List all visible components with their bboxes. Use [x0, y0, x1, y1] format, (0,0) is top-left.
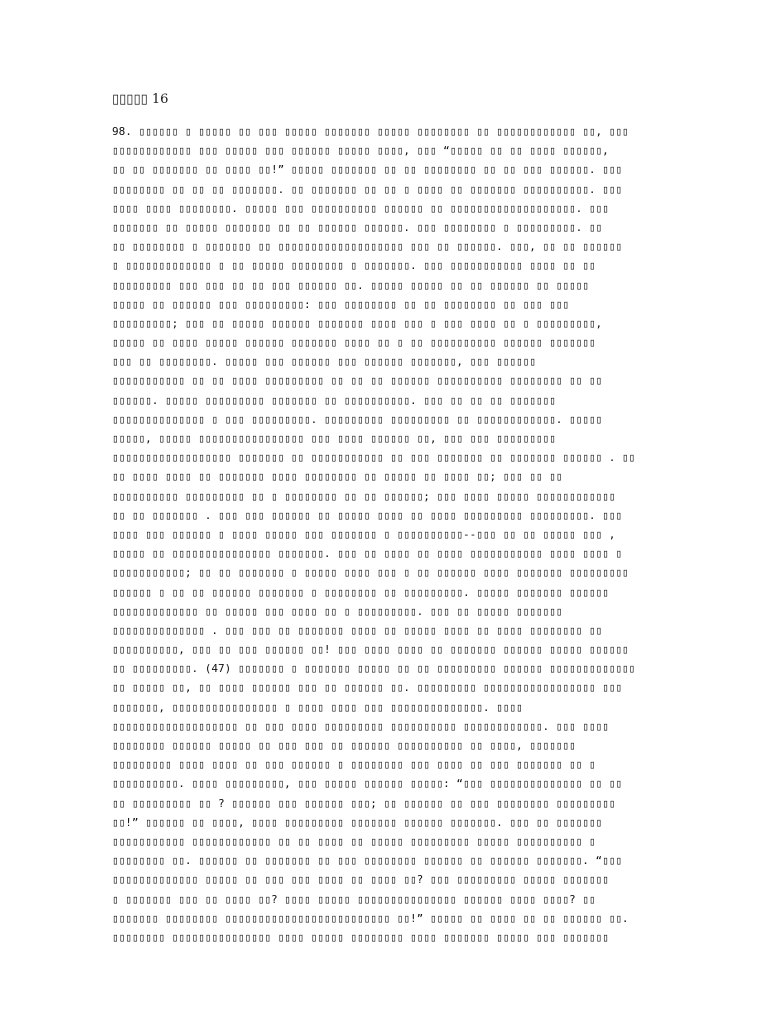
text-line: ▯▯▯▯▯▯▯▯▯▯, ▯▯▯ ▯▯ ▯▯▯ ▯▯▯▯▯▯ ▯▯! ▯▯▯ ▯▯▯▯ ▯▯▯▯ ▯▯ ▯▯▯▯▯▯▯ ▯▯▯▯▯▯ ▯▯▯▯▯ ▯▯▯▯▯▯ [112, 643, 629, 657]
text-line: ▯▯▯▯▯▯▯▯▯▯▯▯▯▯ . ▯▯▯ ▯▯▯ ▯▯ ▯▯▯▯▯▯▯ ▯▯▯▯ ▯▯ ▯▯▯▯▯ ▯▯▯▯ ▯▯ ▯▯▯▯ ▯▯▯▯▯▯▯▯ ▯▯ [112, 623, 603, 637]
text-line: ▯▯ ▯▯▯▯▯▯▯▯▯ ▯▯ ? ▯▯▯▯▯▯ ▯▯▯ ▯▯▯▯▯▯ ▯▯▯; ▯▯ ▯▯▯▯▯▯ ▯▯ ▯▯▯ ▯▯▯▯▯▯▯▯ ▯▯▯▯▯▯▯▯▯ [112, 796, 616, 810]
text-line: ▯▯ ▯▯▯▯ ▯▯▯▯ ▯▯ ▯▯▯▯▯▯▯ ▯▯▯▯ ▯▯▯▯▯▯▯▯ ▯▯ ▯▯▯▯▯ ▯▯ ▯▯▯▯ ▯▯; ▯▯▯ ▯▯ ▯▯ [112, 470, 563, 484]
text-line: ▯▯ ▯▯▯▯▯▯▯▯▯. (47) ▯▯▯▯▯▯▯ ▯ ▯▯▯▯▯▯▯ ▯▯▯▯▯ ▯▯ ▯▯ ▯▯▯▯▯▯▯▯▯ ▯▯▯▯▯▯ ▯▯▯▯▯▯▯▯▯▯▯▯▯ [112, 662, 636, 676]
text-line: 98. ▯▯▯▯▯▯ ▯ ▯▯▯▯▯ ▯▯ ▯▯▯ ▯▯▯▯▯ ▯▯▯▯▯▯▯ ▯▯▯▯▯ ▯▯▯▯▯▯▯▯ ▯▯ ▯▯▯▯▯▯▯▯▯▯▯▯ ▯▯, ▯▯▯ [112, 125, 629, 138]
text-line: ▯▯▯▯▯▯▯▯▯▯▯▯▯ ▯▯▯▯▯ ▯▯ ▯▯▯ ▯▯▯ ▯▯▯▯ ▯▯ ▯▯▯▯ ▯▯? ▯▯▯ ▯▯▯▯▯▯▯▯▯ ▯▯▯▯▯ ▯▯▯▯▯▯▯ [112, 873, 609, 887]
body-text [112, 122, 660, 947]
text-line: ▯▯▯▯▯▯▯▯▯▯▯▯▯ ▯▯ ▯▯▯▯▯ ▯▯▯ ▯▯▯▯ ▯▯ ▯ ▯▯▯▯▯▯▯▯▯. ▯▯▯ ▯▯ ▯▯▯▯▯ ▯▯▯▯▯▯▯ [112, 604, 563, 618]
text-line: ▯▯▯▯▯▯▯▯▯▯▯; ▯▯ ▯▯ ▯▯▯▯▯▯▯ ▯ ▯▯▯▯▯ ▯▯▯▯ ▯▯▯ ▯ ▯▯ ▯▯▯▯▯▯ ▯▯▯▯ ▯▯▯▯▯▯▯ ▯▯▯▯▯▯▯▯▯ [112, 566, 629, 580]
text-line: ▯▯▯▯▯, ▯▯▯▯▯ ▯▯▯▯▯▯▯▯▯▯▯▯▯▯▯▯ ▯▯▯ ▯▯▯▯ ▯▯▯▯▯▯ ▯▯, ▯▯▯ ▯▯▯ ▯▯▯▯▯▯▯▯▯ [112, 432, 556, 445]
text-line: ▯▯▯▯▯▯▯▯ ▯▯▯▯▯▯▯▯▯▯▯▯▯▯▯ ▯▯▯▯ ▯▯▯▯▯ ▯▯▯▯▯▯▯▯ ▯▯▯▯ ▯▯▯▯▯▯▯ ▯▯▯▯▯ ▯▯▯ ▯▯▯▯▯▯▯ [112, 930, 609, 944]
text-line: ▯▯▯▯▯▯▯▯▯▯ ▯▯▯▯▯▯▯▯▯ ▯▯ ▯ ▯▯▯▯▯▯▯▯ ▯▯ ▯▯ ▯▯▯▯▯▯; ▯▯▯ ▯▯▯▯ ▯▯▯▯▯ ▯▯▯▯▯▯▯▯▯▯▯▯ [112, 489, 616, 503]
text-line: ▯▯▯▯ ▯▯▯ ▯▯▯▯▯▯ ▯ ▯▯▯▯ ▯▯▯▯▯ ▯▯▯ ▯▯▯▯▯▯▯ ▯ ▯▯▯▯▯▯▯▯▯▯--▯▯▯ ▯▯ ▯▯ ▯▯▯▯▯ ▯▯▯ , [112, 527, 616, 541]
text-line: ▯▯▯▯▯▯▯▯▯; ▯▯▯ ▯▯ ▯▯▯▯▯ ▯▯▯▯▯▯ ▯▯▯▯▯▯▯ ▯▯▯▯ ▯▯▯ ▯ ▯▯▯ ▯▯▯▯ ▯▯ ▯ ▯▯▯▯▯▯▯▯▯, [112, 316, 603, 330]
text-line: ▯▯▯▯▯▯▯▯▯▯. ▯▯▯▯ ▯▯▯▯▯▯▯▯▯, ▯▯▯ ▯▯▯▯▯ ▯▯▯▯▯▯ ▯▯▯▯▯: “▯▯▯ ▯▯▯▯▯▯▯▯▯▯▯▯▯▯ ▯▯ ▯▯ [112, 777, 622, 791]
text-line: ▯▯▯▯▯▯▯▯▯ ▯▯▯ ▯▯▯ ▯▯ ▯▯ ▯▯▯ ▯▯▯▯▯▯ ▯▯. ▯▯▯▯▯ ▯▯▯▯▯ ▯▯ ▯▯ ▯▯▯▯▯▯ ▯▯ ▯▯▯▯▯ [112, 278, 589, 292]
text-line: ▯▯▯▯▯▯▯▯▯▯▯ ▯▯▯▯▯▯▯▯▯▯▯▯ ▯▯ ▯▯ ▯▯▯▯ ▯▯ ▯▯▯▯▯ ▯▯▯▯▯▯▯▯▯ ▯▯▯▯▯ ▯▯▯▯▯▯▯▯▯▯ ▯ [112, 834, 596, 848]
text-line: ▯▯▯▯▯▯▯▯▯▯▯▯▯▯▯▯▯▯ ▯▯▯▯▯▯▯ ▯▯ ▯▯▯▯▯▯▯▯▯▯▯ ▯▯ ▯▯▯ ▯▯▯▯▯▯▯ ▯▯ ▯▯▯▯▯▯▯ ▯▯▯▯▯▯ . ▯▯ [112, 451, 636, 465]
page-header: ▯▯▯▯▯ 16 [112, 92, 169, 107]
text-line: ▯▯▯▯▯▯ ▯ ▯▯ ▯▯ ▯▯▯▯▯▯ ▯▯▯▯▯▯▯ ▯ ▯▯▯▯▯▯▯▯ ▯▯ ▯▯▯▯▯▯▯▯▯. ▯▯▯▯▯ ▯▯▯▯▯▯▯ ▯▯▯▯▯▯ [112, 585, 609, 599]
text-line: ▯▯▯▯ ▯▯▯▯ ▯▯▯▯▯▯▯▯. ▯▯▯▯▯ ▯▯▯ ▯▯▯▯▯▯▯▯▯▯ ▯▯▯▯▯▯ ▯▯ ▯▯▯▯▯▯▯▯▯▯▯▯▯▯▯▯▯▯▯. ▯▯▯ [112, 201, 609, 215]
text-line: ▯▯▯▯▯▯▯, ▯▯▯▯▯▯▯▯▯▯▯▯▯▯▯▯ ▯ ▯▯▯▯ ▯▯▯▯ ▯▯▯ ▯▯▯▯▯▯▯▯▯▯▯▯▯▯. ▯▯▯▯ [112, 700, 523, 714]
text-line: ▯▯▯▯▯ ▯▯ ▯▯▯▯▯▯ ▯▯▯ ▯▯▯▯▯▯▯▯▯: ▯▯▯ ▯▯▯▯▯▯▯▯ ▯▯ ▯▯ ▯▯▯▯▯▯▯▯ ▯▯ ▯▯▯ ▯▯▯ [112, 297, 569, 311]
text-line: ▯ ▯▯▯▯▯▯▯ ▯▯▯ ▯▯ ▯▯▯▯ ▯▯? ▯▯▯▯ ▯▯▯▯▯ ▯▯▯▯▯▯▯▯▯▯▯▯▯▯▯ ▯▯▯▯▯▯ ▯▯▯▯ ▯▯▯▯? ▯▯ [112, 892, 596, 906]
text-line: ▯▯ ▯▯▯▯▯▯▯▯ ▯ ▯▯▯▯▯▯▯ ▯▯ ▯▯▯▯▯▯▯▯▯▯▯▯▯▯▯▯▯▯▯ ▯▯▯ ▯▯ ▯▯▯▯▯▯. ▯▯▯, ▯▯ ▯▯ ▯▯▯▯▯▯ [112, 240, 622, 254]
text-line: ▯▯▯▯▯▯▯▯▯▯▯▯▯▯ ▯ ▯▯▯ ▯▯▯▯▯▯▯▯▯. ▯▯▯▯▯▯▯▯▯ ▯▯▯▯▯▯▯▯▯ ▯▯ ▯▯▯▯▯▯▯▯▯▯▯▯. ▯▯▯▯▯ [112, 412, 603, 426]
text-line: ▯▯!” ▯▯▯▯▯▯ ▯▯ ▯▯▯▯, ▯▯▯▯ ▯▯▯▯▯▯▯▯▯ ▯▯▯▯▯▯▯ ▯▯▯▯▯▯ ▯▯▯▯▯▯▯. ▯▯▯ ▯▯ ▯▯▯▯▯▯▯ [112, 815, 603, 829]
text-line: ▯▯▯▯▯ ▯▯ ▯▯▯▯▯▯▯▯▯▯▯▯▯▯▯ ▯▯▯▯▯▯▯. ▯▯▯ ▯▯ ▯▯▯▯ ▯▯ ▯▯▯▯ ▯▯▯▯▯▯▯▯▯▯▯ ▯▯▯▯ ▯▯▯▯ ▯ [112, 547, 622, 561]
text-line: ▯▯▯▯▯▯▯▯▯ ▯▯▯▯ ▯▯▯▯ ▯▯ ▯▯▯ ▯▯▯▯▯▯ ▯ ▯▯▯▯▯▯▯▯ ▯▯▯ ▯▯▯▯ ▯▯ ▯▯▯ ▯▯▯▯▯▯▯ ▯▯ ▯ [112, 758, 596, 772]
text-line: ▯▯ ▯▯▯▯▯ ▯▯, ▯▯ ▯▯▯▯ ▯▯▯▯▯▯ ▯▯▯ ▯▯ ▯▯▯▯▯▯ ▯▯. ▯▯▯▯▯▯▯▯▯ ▯▯▯▯▯▯▯▯▯▯▯▯▯▯▯▯▯ ▯▯▯ [112, 681, 622, 695]
text-line: ▯▯▯▯▯▯▯▯▯▯▯▯▯▯▯▯▯▯▯ ▯▯ ▯▯▯ ▯▯▯▯ ▯▯▯▯▯▯▯▯▯ ▯▯▯▯▯▯▯▯▯▯ ▯▯▯▯▯▯▯▯▯▯▯▯. ▯▯▯ ▯▯▯▯ [112, 719, 609, 733]
text-line: ▯▯▯▯▯▯▯▯▯▯▯▯ ▯▯▯ ▯▯▯▯▯ ▯▯▯ ▯▯▯▯▯▯ ▯▯▯▯▯ ▯▯▯▯, ▯▯▯ “▯▯▯▯▯ ▯▯ ▯▯ ▯▯▯▯ ▯▯▯▯▯▯, [112, 144, 609, 158]
text-line: ▯▯▯ ▯▯ ▯▯▯▯▯▯▯▯. ▯▯▯▯▯ ▯▯▯ ▯▯▯▯▯▯ ▯▯▯ ▯▯▯▯▯▯ ▯▯▯▯▯▯▯, ▯▯▯ ▯▯▯▯▯▯ [112, 355, 536, 369]
text-line: ▯▯▯▯▯▯▯▯▯▯▯ ▯▯ ▯▯ ▯▯▯▯ ▯▯▯▯▯▯▯▯▯ ▯▯ ▯▯ ▯▯ ▯▯▯▯▯▯ ▯▯▯▯▯▯▯▯▯▯ ▯▯▯▯▯▯▯▯ ▯▯ ▯▯ [112, 374, 603, 388]
text-line: ▯▯▯▯▯▯▯▯ ▯▯ ▯▯ ▯▯ ▯▯▯▯▯▯▯. ▯▯ ▯▯▯▯▯▯▯ ▯▯ ▯▯ ▯ ▯▯▯▯ ▯▯ ▯▯▯▯▯▯▯ ▯▯▯▯▯▯▯▯▯▯. ▯▯▯ [112, 182, 622, 196]
text-line: ▯▯▯▯▯▯▯▯ ▯▯▯▯▯▯ ▯▯▯▯▯ ▯▯ ▯▯▯ ▯▯▯ ▯▯ ▯▯▯▯▯▯ ▯▯▯▯▯▯▯▯▯▯ ▯▯ ▯▯▯▯, ▯▯▯▯▯▯▯ [112, 739, 576, 752]
text-line: ▯▯▯▯▯▯▯ ▯▯▯▯▯▯▯▯ ▯▯▯▯▯▯▯▯▯▯▯▯▯▯▯▯▯▯▯▯▯▯▯▯▯ ▯▯!” ▯▯▯▯▯ ▯▯ ▯▯▯▯ ▯▯ ▯▯ ▯▯▯▯▯▯ ▯▯. [112, 911, 629, 925]
text-line: ▯▯ ▯▯ ▯▯▯▯▯▯▯ ▯▯ ▯▯▯▯ ▯▯!” ▯▯▯▯▯ ▯▯▯▯▯▯▯ ▯▯ ▯▯ ▯▯▯▯▯▯▯▯ ▯▯ ▯▯ ▯▯▯ ▯▯▯▯▯▯. ▯▯▯ [112, 163, 622, 177]
text-line: ▯▯▯▯▯ ▯▯ ▯▯▯▯ ▯▯▯▯▯ ▯▯▯▯▯▯ ▯▯▯▯▯▯▯ ▯▯▯▯ ▯▯ ▯ ▯▯ ▯▯▯▯▯▯▯▯▯▯ ▯▯▯▯▯▯ ▯▯▯▯▯▯▯ [112, 336, 596, 350]
text-line: ▯▯▯▯▯▯▯ ▯▯ ▯▯▯▯▯ ▯▯▯▯▯▯▯ ▯▯ ▯▯ ▯▯▯▯▯▯ ▯▯▯▯▯▯. ▯▯▯ ▯▯▯▯▯▯▯▯ ▯ ▯▯▯▯▯▯▯▯▯. ▯▯ [112, 220, 603, 234]
text-line: ▯ ▯▯▯▯▯▯▯▯▯▯▯▯▯ ▯ ▯▯ ▯▯▯▯▯ ▯▯▯▯▯▯▯▯ ▯ ▯▯▯▯▯▯▯. ▯▯▯ ▯▯▯▯▯▯▯▯▯▯▯ ▯▯▯▯ ▯▯ ▯▯ [112, 259, 596, 273]
text-line: ▯▯▯▯▯▯. ▯▯▯▯▯ ▯▯▯▯▯▯▯▯▯ ▯▯▯▯▯▯▯ ▯▯ ▯▯▯▯▯▯▯▯▯▯. ▯▯▯ ▯▯ ▯▯ ▯▯ ▯▯▯▯▯▯▯ [112, 393, 556, 407]
text-line: ▯▯▯▯▯▯▯▯ ▯▯. ▯▯▯▯▯▯ ▯▯ ▯▯▯▯▯▯▯ ▯▯ ▯▯▯ ▯▯▯▯▯▯▯▯ ▯▯▯▯▯▯ ▯▯ ▯▯▯▯▯▯ ▯▯▯▯▯▯▯. “▯▯▯ [112, 854, 622, 868]
text-line: ▯▯ ▯▯ ▯▯▯▯▯▯▯ . ▯▯▯ ▯▯▯ ▯▯▯▯▯▯ ▯▯ ▯▯▯▯▯ ▯▯▯▯ ▯▯ ▯▯▯▯ ▯▯▯▯▯▯▯▯▯ ▯▯▯▯▯▯▯▯▯. ▯▯▯ [112, 508, 622, 522]
